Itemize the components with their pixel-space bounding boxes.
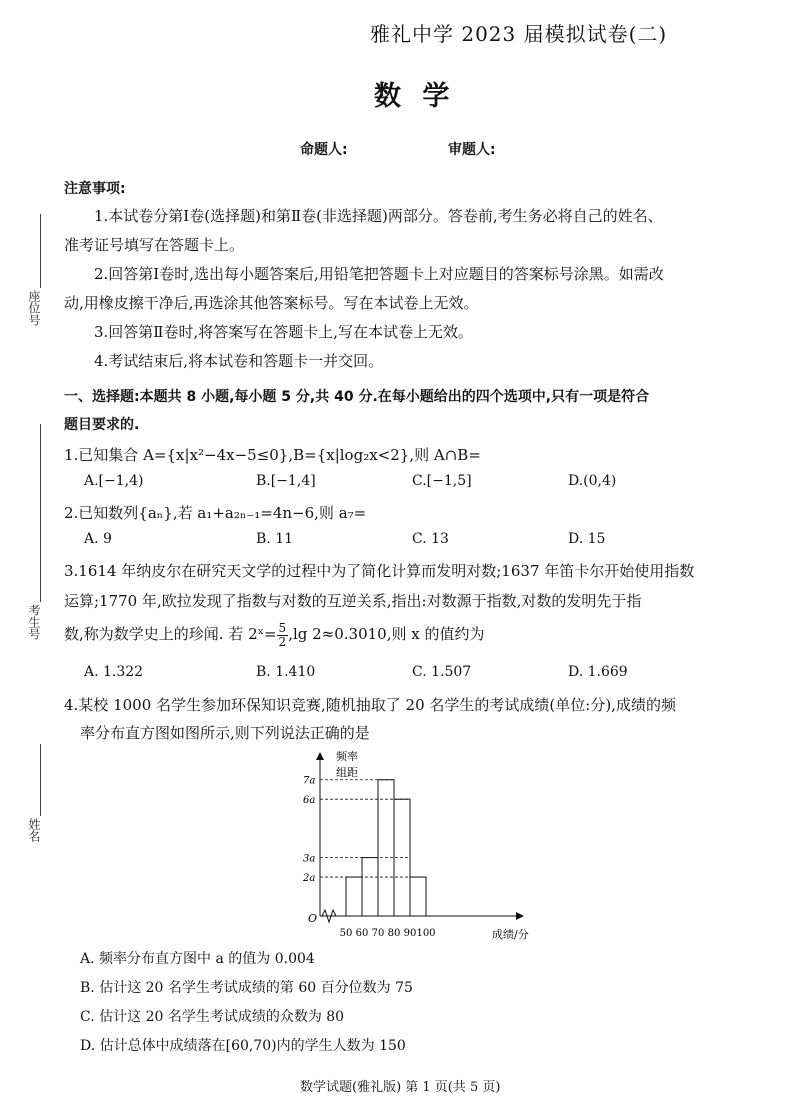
bar-70-80 — [378, 780, 394, 916]
notice-item-3: 3.回答第Ⅱ卷时,将答案写在答题卡上,写在本试卷上无效。 — [94, 323, 474, 341]
question-1-option-b: B.[−1,4] — [256, 473, 316, 489]
question-3-line-3-b: ,lg 2≈0.3010,则 x 的值约为 — [288, 625, 485, 643]
x-tick-label-90: 90 — [403, 928, 417, 939]
question-4-option-a: A. 频率分布直方图中 a 的值为 0.004 — [80, 951, 315, 967]
question-2-option-b: B. 11 — [256, 531, 294, 547]
question-2-stem: 2.已知数列{aₙ},若 a₁+a₂ₙ₋₁=4n−6,则 a₇= — [64, 504, 367, 522]
notice-item-4: 4.考试结束后,将本试卷和答题卡一并交回。 — [94, 352, 384, 370]
seat-line — [40, 214, 41, 288]
question-1-option-d: D.(0,4) — [568, 473, 617, 489]
frequency-histogram — [300, 746, 560, 946]
question-4-line-1: 4.某校 1000 名学生参加环保知识竞赛,随机抽取了 20 名学生的考试成绩(单位:分),成绩的频 — [64, 696, 676, 714]
question-2-option-c: C. 13 — [412, 531, 449, 547]
question-2-option-a: A. 9 — [84, 531, 112, 547]
y-axis-title-bottom: 组距 — [336, 766, 358, 779]
x-tick-label-100: 100 — [416, 928, 436, 939]
setter-label: 命题人: — [300, 142, 348, 158]
y-tick-label-1: 3a — [303, 853, 316, 865]
section-1-heading: 一、选择题:本题共 8 小题,每小题 5 分,共 40 分.在每小题给出的四个选项中,只有一项是符合 — [64, 389, 650, 405]
question-3-option-c: C. 1.507 — [412, 664, 472, 680]
notice-item-2: 2.回答第Ⅰ卷时,选出每小题答案后,用铅笔把答题卡上对应题目的答案标号涂黑。如需改 — [94, 265, 664, 283]
exam-no-line — [40, 424, 41, 602]
seat-label: 座位号 — [27, 290, 41, 326]
question-3-line-3 — [64, 618, 485, 650]
notice-item-1-cont: 准考证号填写在答题卡上。 — [64, 236, 245, 254]
y-axis-title-top: 频率 — [336, 750, 358, 763]
question-1-stem: 1.已知集合 A={x|x²−4x−5≤0},B={x|log₂x<2},则 A∩B= — [64, 446, 481, 464]
page-footer: 数学试题(雅礼版) 第 1 页(共 5 页) — [300, 1080, 501, 1095]
notice-heading: 注意事项: — [64, 181, 126, 197]
notice-item-1: 1.本试卷分第Ⅰ卷(选择题)和第Ⅱ卷(非选择题)两部分。答卷前,考生务必将自己的姓名、 — [94, 207, 663, 225]
fraction-denominator: 2 — [278, 634, 287, 649]
x-tick-label-50: 50 — [339, 928, 353, 939]
x-tick-label-60: 60 — [355, 928, 369, 939]
histogram-bars — [346, 780, 426, 916]
fraction-5-over-2 — [277, 622, 289, 649]
name-line — [40, 744, 41, 816]
question-3-option-b: B. 1.410 — [256, 664, 316, 680]
x-tick-label-80: 80 — [387, 928, 401, 939]
question-3-option-a: A. 1.322 — [84, 664, 144, 680]
notice-item-2-cont: 动,用橡皮擦干净后,再选涂其他答案标号。写在本试卷上无效。 — [64, 294, 479, 312]
bar-60-70 — [362, 858, 378, 916]
reviewer-label: 审题人: — [448, 142, 496, 158]
y-tick-label-2: 6a — [303, 795, 316, 807]
question-4-option-b: B. 估计这 20 名学生考试成绩的第 60 百分位数为 75 — [80, 980, 413, 996]
question-3-line-1: 3.1614 年纳皮尔在研究天文学的过程中为了简化计算而发明对数;1637 年笛卡尔开始使用指数 — [64, 562, 695, 580]
question-4-line-2: 率分布直方图如图所示,则下列说法正确的是 — [80, 724, 370, 742]
y-tick-label-3: 7a — [303, 775, 316, 787]
x-tick-label-70: 70 — [371, 928, 385, 939]
y-tick-labels — [302, 776, 315, 884]
question-1-option-a: A.[−1,4) — [84, 473, 144, 489]
question-3-line-3-a: 数,称为数学史上的珍闻. 若 2ˣ= — [64, 625, 277, 643]
question-3-line-2: 运算;1770 年,欧拉发现了指数与对数的互逆关系,指出:对数源于指数,对数的发明先于指 — [64, 592, 642, 610]
question-4-option-c: C. 估计这 20 名学生考试成绩的众数为 80 — [80, 1009, 345, 1025]
x-tick-labels — [340, 928, 436, 939]
question-4-option-d: D. 估计总体中成绩落在[60,70)内的学生人数为 150 — [80, 1038, 406, 1054]
bar-90-100 — [410, 877, 426, 916]
question-2-option-d: D. 15 — [568, 531, 606, 547]
section-1-heading-cont: 题目要求的. — [64, 417, 140, 433]
exam-title: 雅礼中学 2023 届模拟试卷(二) — [370, 22, 668, 46]
subject-title: 数 学 — [374, 81, 456, 112]
question-3-option-d: D. 1.669 — [568, 664, 628, 680]
origin-label: O — [308, 912, 318, 925]
name-label: 姓名 — [27, 818, 41, 842]
question-1-option-c: C.[−1,5] — [412, 473, 472, 489]
exam-no-label: 考生号 — [27, 604, 41, 640]
bar-50-60 — [346, 877, 362, 916]
fraction-numerator: 5 — [278, 620, 287, 635]
y-tick-label-0: 2a — [303, 873, 316, 885]
x-axis-label: 成绩/分 — [492, 928, 529, 941]
